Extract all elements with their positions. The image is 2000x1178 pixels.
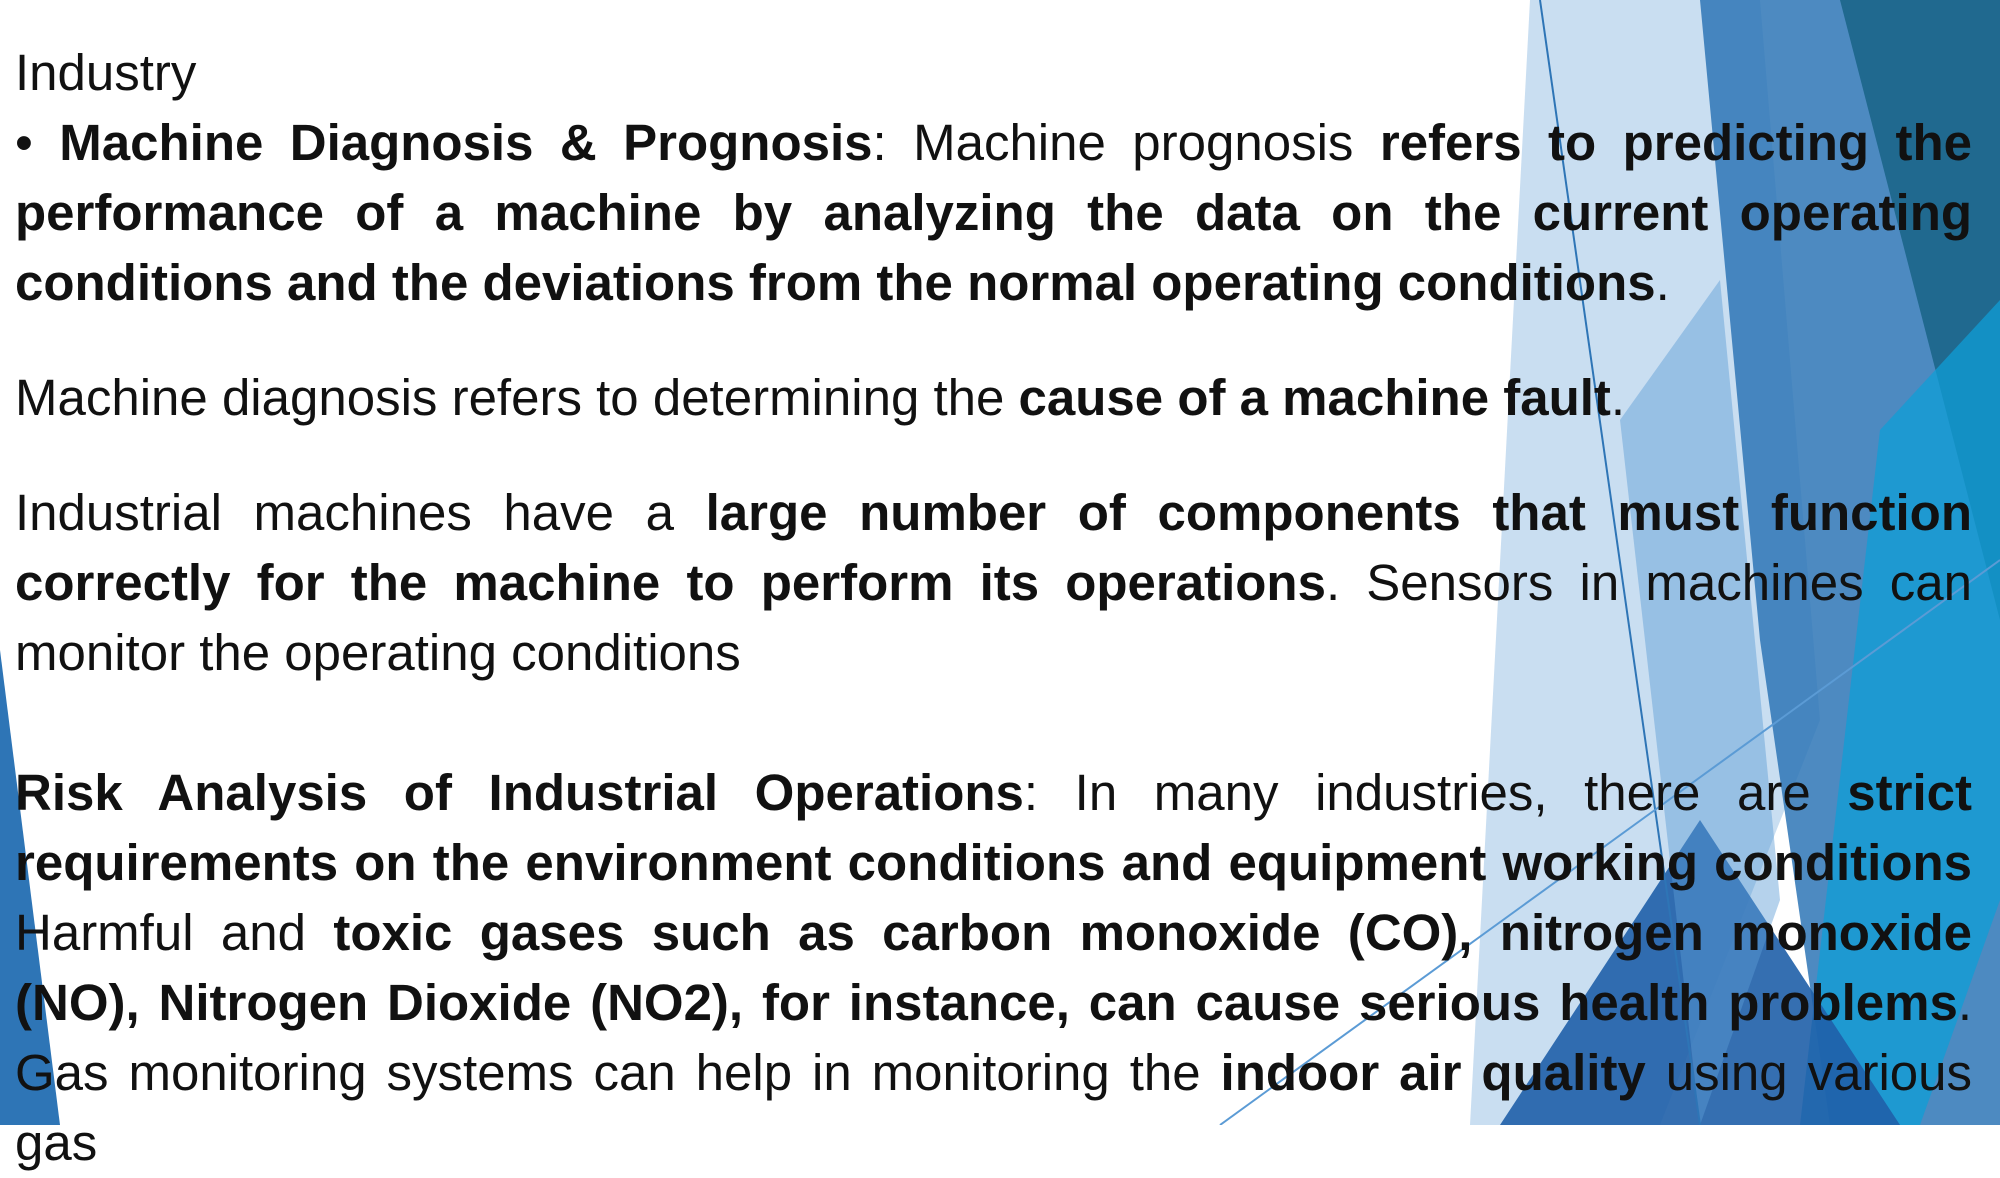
- paragraph-machine-diagnosis-prognosis: [15, 108, 1972, 318]
- text-segment: Industrial machines have a: [15, 484, 706, 541]
- text-segment: Machine diagnosis refers to determining the: [15, 369, 1019, 426]
- text-segment: .: [1655, 254, 1670, 311]
- text-segment: using various gas: [15, 1044, 1973, 1171]
- slide-heading: Industry: [15, 44, 197, 101]
- text-segment: Harmful and: [15, 904, 334, 961]
- bold-text-segment: refers to predicting the performance of a machine by analyzing the data on the current operating conditions and the deviations from the normal operating conditions: [15, 114, 1973, 311]
- paragraph-machine-diagnosis-definition: [15, 363, 1972, 433]
- paragraph-risk-analysis: [15, 758, 1972, 1178]
- text-segment: .: [1610, 369, 1626, 426]
- bold-text-segment: Machine Diagnosis & Prognosis: [59, 114, 873, 171]
- text-segment: •: [15, 114, 60, 171]
- text-segment: . Sensors in machines can monitor the operating conditions: [15, 554, 1972, 681]
- bold-text-segment: indoor air quality: [1220, 1044, 1646, 1101]
- text-segment: : In many industries, there are: [1023, 764, 1848, 821]
- slide-text-body: [15, 38, 1972, 1178]
- bold-text-segment: strict requirements on the environment conditions and equipment working conditions: [15, 764, 1973, 891]
- text-segment: : Machine prognosis: [872, 114, 1380, 171]
- bold-text-segment: Risk Analysis of Industrial Operations: [15, 764, 1024, 821]
- paragraph-industrial-machines: [15, 478, 1972, 688]
- bold-text-segment: large number of components that must function correctly for the machine to perform its operations: [15, 484, 1972, 611]
- bold-text-segment: toxic gases such as carbon monoxide (CO), nitrogen monoxide (NO), Nitrogen Dioxide (NO2), for instance, can cause serious health problems: [15, 904, 1972, 1031]
- bold-text-segment: cause of a machine fault: [1018, 369, 1611, 426]
- text-segment: . Gas monitoring systems can help in monitoring the: [15, 974, 1972, 1101]
